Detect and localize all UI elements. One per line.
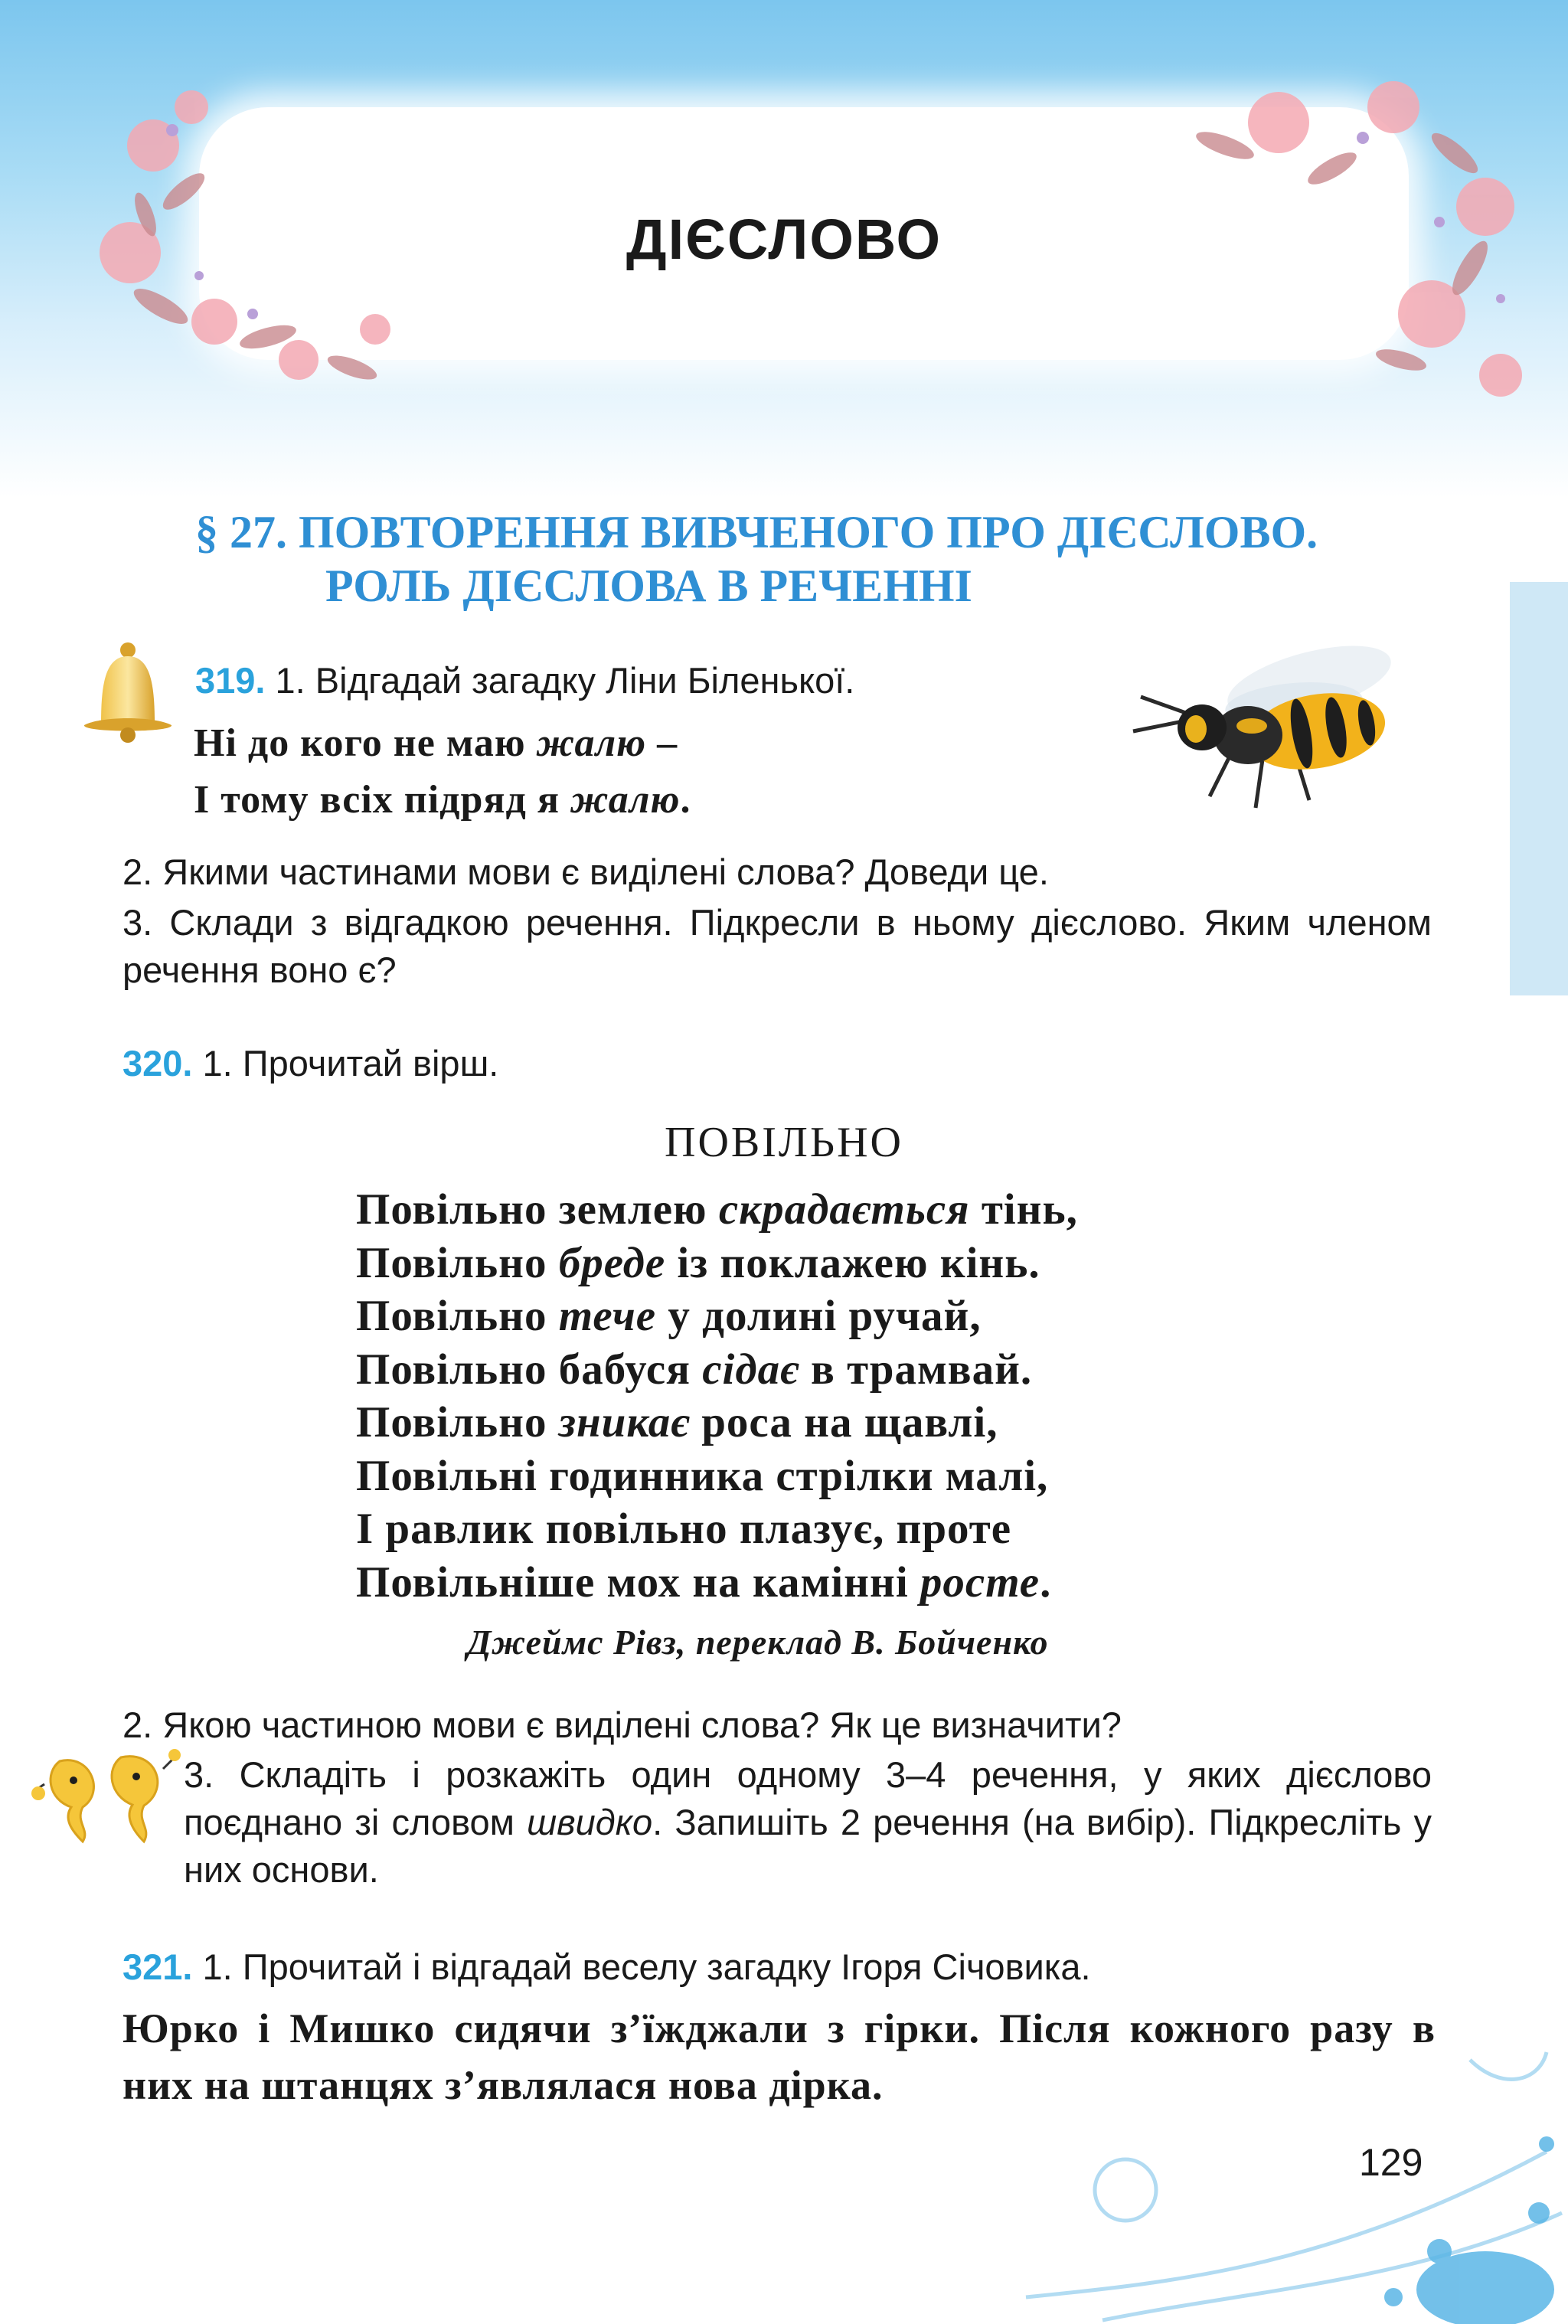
ex320-task1-text: 1. Прочитай вірш.: [202, 1043, 499, 1084]
riddle-text: .: [680, 778, 691, 822]
poem-text: Повільно: [356, 1398, 559, 1446]
ex320-task1: [122, 1040, 498, 1087]
side-tab: [1510, 582, 1568, 995]
section-title-line2: РОЛЬ ДІЄСЛОВА В РЕЧЕННІ: [325, 561, 972, 611]
poem-text: Повільно бабуся: [356, 1345, 703, 1394]
poem-text: І равлик повільно плазує, проте: [356, 1505, 1012, 1553]
ex320-task2: 2. Якою частиною мови є виділені слова? Як це визначити?: [122, 1705, 1122, 1745]
pair-work-icon: [29, 1746, 182, 1853]
ex319-task1-text: 1. Відгадай загадку Ліни Біленької.: [275, 660, 855, 701]
poem-text: Повільно: [356, 1292, 559, 1340]
poem-highlight: зникає: [558, 1398, 690, 1446]
ex321-riddle: Юрко і Мишко сидячи з’їжджали з гірки. Після кожного разу в них на штанцях з’являлася нова дірка.: [122, 2005, 1436, 2108]
ex319-task1: [195, 657, 854, 704]
poem-text: Повільніше мох на камінні: [356, 1558, 920, 1607]
poem-text: із поклажею кінь.: [665, 1238, 1040, 1287]
wasp-illustration: [1118, 643, 1409, 819]
ex320-task3: [184, 1751, 1432, 1894]
riddle-text: І тому всіх підряд я: [194, 778, 570, 822]
ex319-riddle: [194, 715, 691, 829]
poem-text: Повільно землею: [356, 1185, 719, 1234]
poem-text: .: [1040, 1558, 1052, 1607]
riddle-highlight: жалю: [570, 778, 681, 822]
section-title: [195, 505, 1318, 613]
ex320-number: 320.: [122, 1043, 193, 1084]
ex319-task3: 3. Склади з відгадкою речення. Підкресли в ньому дієслово. Яким членом речення воно є?: [122, 902, 1432, 990]
poem-line: [356, 1502, 1078, 1556]
ex320-task3-highlight: швидко: [527, 1802, 653, 1842]
poem-line: [356, 1556, 1078, 1610]
poem-highlight: росте: [920, 1558, 1040, 1607]
poem-line: [356, 1237, 1078, 1290]
riddle-line: [194, 715, 691, 772]
poem-author: Джеймс Рівз, переклад В. Бойченко: [467, 1623, 1049, 1662]
poem: [356, 1183, 1078, 1609]
poem-line: [356, 1450, 1078, 1503]
section-title-line1: § 27. ПОВТОРЕННЯ ВИВЧЕНОГО ПРО ДІЄСЛОВО.: [195, 507, 1318, 557]
ex321-task1-text: 1. Прочитай і відгадай веселу загадку Ігоря Січовика.: [202, 1946, 1091, 1987]
poem-text: в трамвай.: [799, 1345, 1033, 1394]
riddle-text: –: [646, 721, 678, 765]
riddle-line: [194, 772, 691, 829]
poem-highlight: тече: [558, 1292, 657, 1340]
poem-highlight: сідає: [702, 1345, 799, 1394]
poem-text: у долині ручай,: [656, 1292, 982, 1340]
ex321-number: 321.: [122, 1946, 193, 1987]
poem-text: Повільні годинника стрілки малі,: [356, 1451, 1049, 1500]
poem-text: Повільно: [356, 1238, 559, 1287]
ex319-task2: 2. Якими частинами мови є виділені слова? Доведи це.: [122, 851, 1049, 892]
poem-line: [356, 1396, 1078, 1450]
poem-line: [356, 1289, 1078, 1343]
bell-icon: [70, 639, 185, 754]
poem-highlight: бреде: [558, 1238, 666, 1287]
poem-line: [356, 1183, 1078, 1237]
riddle-highlight: жалю: [536, 721, 647, 765]
poem-title: ПОВІЛЬНО: [665, 1119, 903, 1166]
ex321-task1: [122, 1943, 1091, 1991]
poem-text: роса на щавлі,: [689, 1398, 998, 1446]
ex320-task3-text: 3. Складіть і розкажіть один одному 3–4 речення, у яких дієслово поєднано зі словом: [184, 1754, 1432, 1842]
riddle-text: Ні до кого не маю: [194, 721, 537, 765]
ex320-task3-text: . Запишіть 2 речення (на вибір). Підкресліть у них основи.: [184, 1802, 1432, 1890]
ex319-number: 319.: [195, 660, 266, 701]
poem-highlight: скрадається: [718, 1185, 970, 1234]
chapter-title: ДІЄСЛОВО: [626, 208, 942, 271]
poem-text: тінь,: [969, 1185, 1078, 1234]
page-number: 129: [1359, 2141, 1423, 2184]
poem-line: [356, 1343, 1078, 1397]
